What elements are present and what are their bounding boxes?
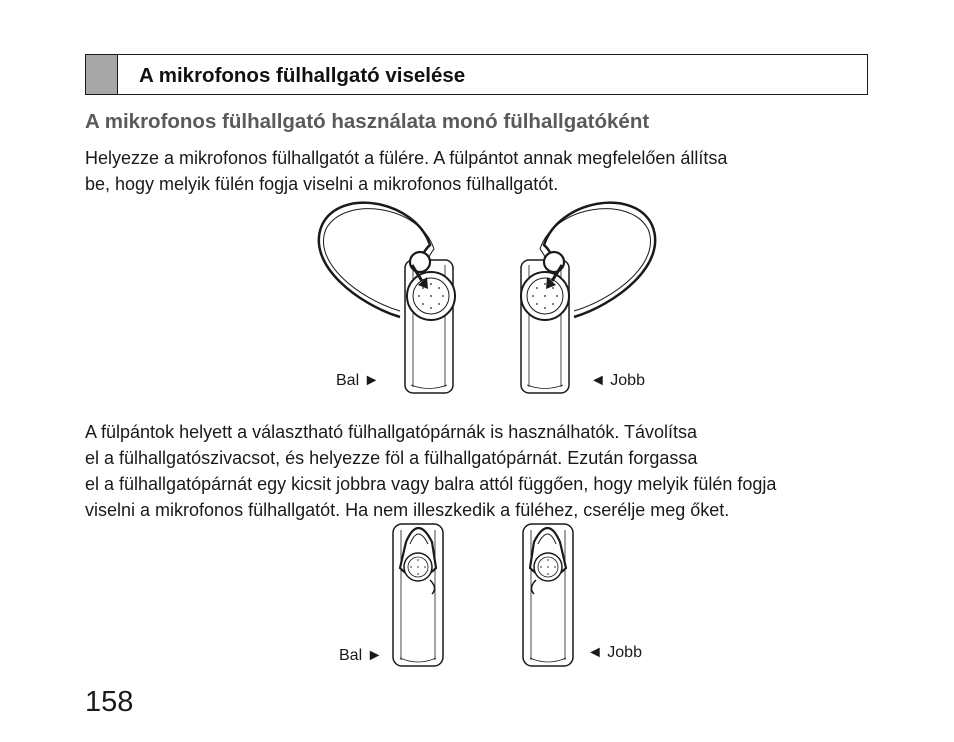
paragraph-1-line: Helyezze a mikrofonos fülhallgatót a fülére. A fülpántot annak megfelelően állítsa <box>85 148 728 168</box>
header-grey-block <box>86 55 118 94</box>
page-number: 158 <box>85 686 134 718</box>
paragraph-1 <box>85 145 727 197</box>
figure-ear-gel <box>380 520 600 670</box>
figure2-right-label: ◄ Jobb <box>587 644 642 661</box>
subsection-title: A mikrofonos fülhallgató használata monó fülhallgatóként <box>85 110 650 133</box>
paragraph-2 <box>85 419 776 523</box>
ear-gel-illustration <box>380 520 600 670</box>
paragraph-2-line: el a fülhallgatószivacsot, és helyezze föl a fülhallgatópárnát. Ezután forgassa <box>85 448 698 468</box>
ear-hook-illustration <box>300 195 670 400</box>
figure2-left-label: Bal ► <box>339 647 383 664</box>
paragraph-2-line: A fülpántok helyett a választható fülhallgatópárnák is használhatók. Távolítsa <box>85 422 698 442</box>
paragraph-2-line: viselni a mikrofonos fülhallgatót. Ha nem illeszkedik a füléhez, cserélje meg őket. <box>85 500 730 520</box>
figure1-right-label: ◄ Jobb <box>590 372 645 389</box>
paragraph-1-line: be, hogy melyik fülén fogja viselni a mikrofonos fülhallgatót. <box>85 174 559 194</box>
figure-ear-hook <box>300 195 670 400</box>
section-title: A mikrofonos fülhallgató viselése <box>139 64 466 87</box>
figure1-left-label: Bal ► <box>336 372 380 389</box>
section-header <box>85 54 868 95</box>
paragraph-2-line: el a fülhallgatópárnát egy kicsit jobbra vagy balra attól függően, hogy melyik fülén fogja <box>85 474 777 494</box>
